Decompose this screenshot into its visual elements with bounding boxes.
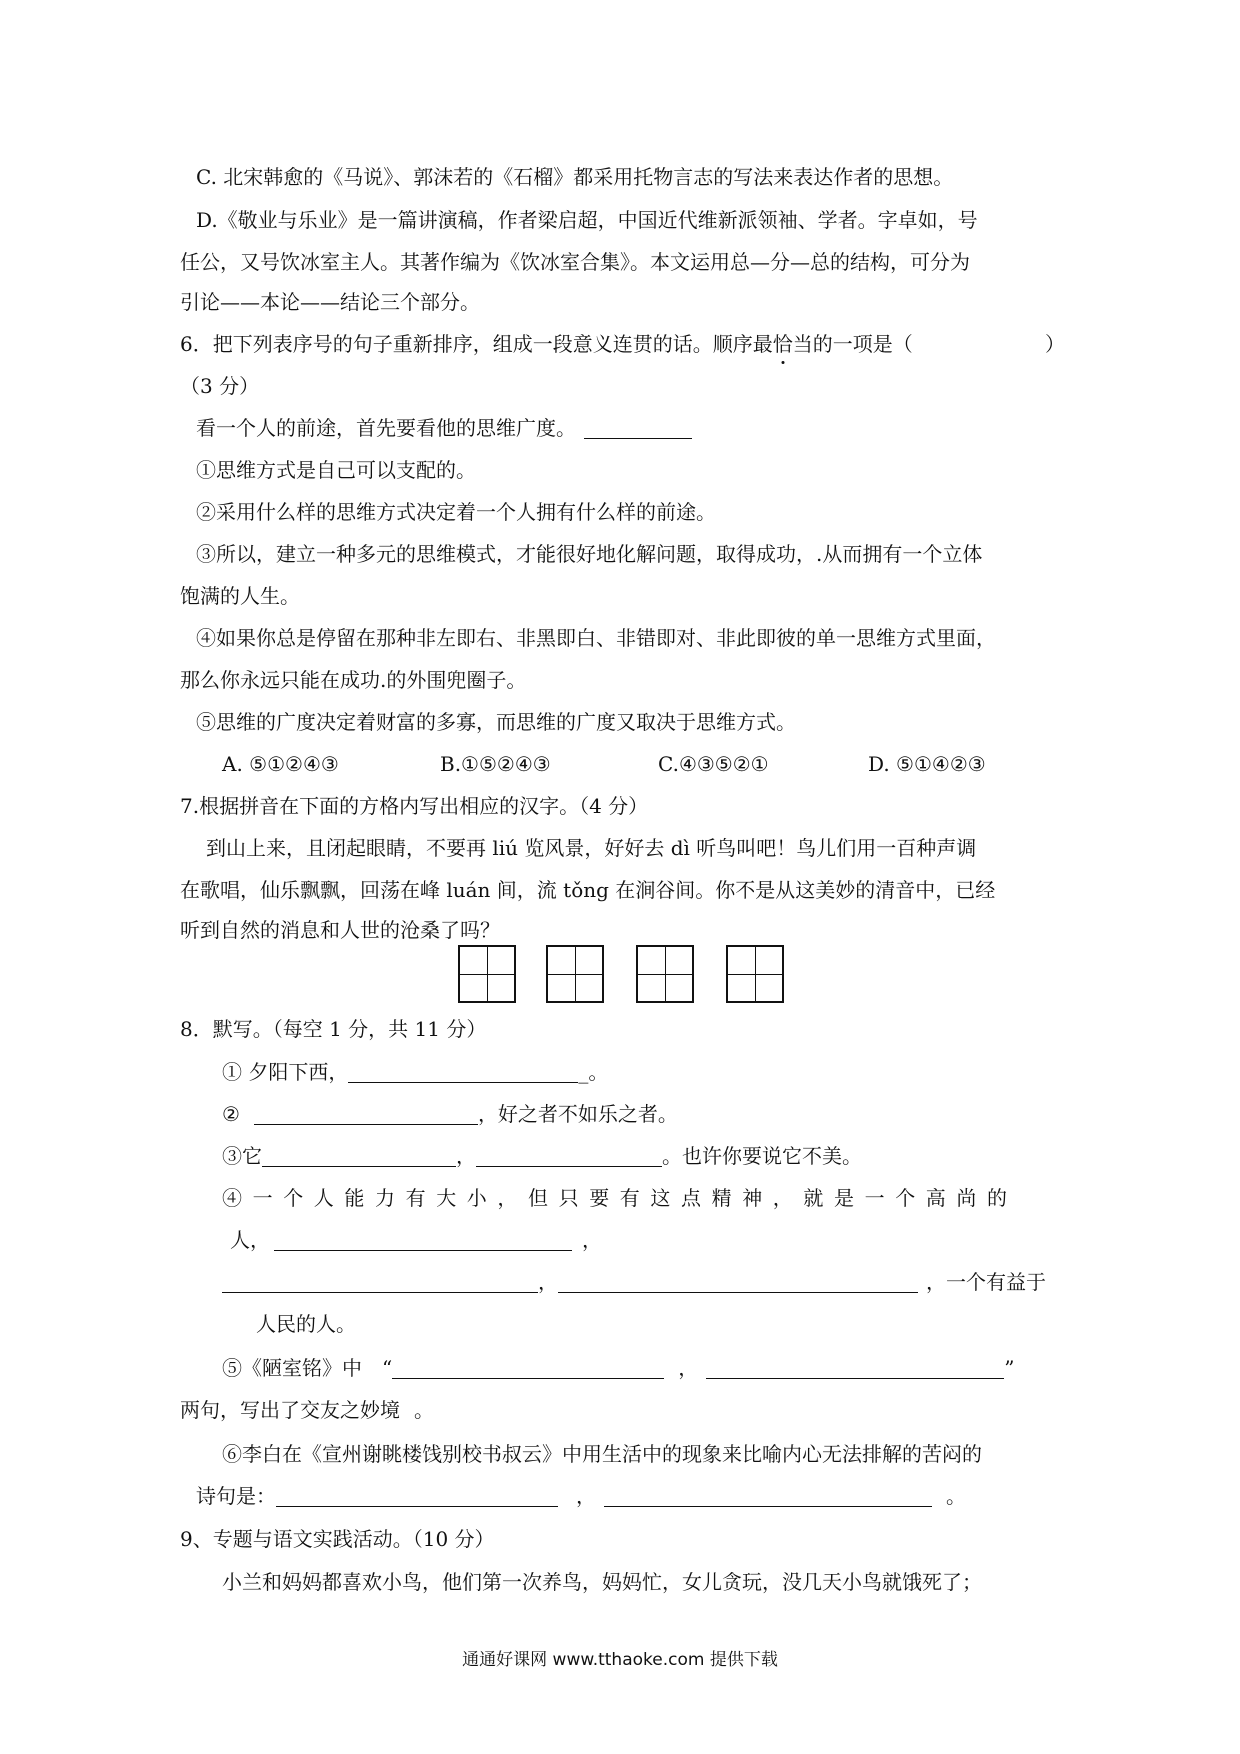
q8-item-6-line2: 诗句是： ， 。: [196, 1484, 966, 1508]
q8-item-6-blank-2[interactable]: [604, 1486, 932, 1507]
q8-item-5-blank-2[interactable]: [706, 1358, 1004, 1379]
q6-stem: 6．把下列表序号的句子重新排序，组成一段意义连贯的话。顺序最恰当的一项是（: [180, 332, 913, 356]
q6-option-b: B.①⑤②④③: [440, 752, 551, 776]
q8-stem: 8．默写。（每空 1 分，共 11 分）: [180, 1017, 487, 1041]
q7-answer-box-2[interactable]: [546, 945, 604, 1003]
q8-item-4-line2: 人， ，: [230, 1228, 602, 1252]
q6-sentence-3-line1: ③所以，建立一种多元的思维模式，才能很好地化解问题，取得成功，.从而拥有一个立体: [196, 542, 983, 566]
q7-stem: 7.根据拼音在下面的方格内写出相应的汉字。（4 分）: [180, 794, 649, 818]
q8-item-1: ① 夕阳下西， _。: [222, 1060, 609, 1084]
q8-item-5: ⑤《陋室铭》中 “ ， ”: [222, 1356, 1015, 1380]
q6-score: （3 分）: [180, 374, 260, 398]
q5-option-c: C. 北宋韩愈的《马说》、郭沫若的《石榴》都采用托物言志的写法来表达作者的思想。: [196, 165, 954, 189]
q7-passage-line3: 听到自然的消息和人世的沧桑了吗？: [180, 918, 500, 942]
q5-option-d-line1: D.《敬业与乐业》是一篇讲演稿，作者梁启超，中国近代维新派领袖、学者。字卓如，号: [196, 208, 978, 232]
q6-sentence-4-line2: 那么你永远只能在成功.的外围兜圈子。: [180, 668, 527, 692]
q8-item-4-blank-3[interactable]: [558, 1272, 918, 1293]
q7-passage-line2: 在歌唱，仙乐飘飘，回荡在峰 luán 间，流 tǒng 在涧谷间。你不是从这美妙的清音中，已经: [180, 878, 996, 902]
q6-sentence-5: ⑤思维的广度决定着财富的多寡，而思维的广度又取决于思维方式。: [196, 710, 796, 734]
q8-item-4-line4: 人民的人。: [256, 1312, 356, 1336]
q8-item-2: ② ，好之者不如乐之者。: [222, 1102, 678, 1126]
q7-answer-box-4[interactable]: [726, 945, 784, 1003]
q9-passage-line1: 小兰和妈妈都喜欢小鸟，他们第一次养鸟，妈妈忙，女儿贪玩，没几天小鸟就饿死了；: [222, 1570, 982, 1594]
page-footer: 通通好课网 www.tthaoke.com 提供下载: [462, 1650, 778, 1670]
q8-item-6-blank-1[interactable]: [276, 1486, 558, 1507]
q5-option-d-line3: 引论——本论——结论三个部分。: [180, 290, 480, 314]
q8-item-6-line1: ⑥李白在《宣州谢眺楼饯别校书叔云》中用生活中的现象来比喻内心无法排解的苦闷的: [222, 1442, 982, 1466]
q8-item-5-blank-1[interactable]: [392, 1358, 664, 1379]
q8-item-3-blank-1[interactable]: [262, 1146, 456, 1167]
q6-sentence-1: ①思维方式是自己可以支配的。: [196, 458, 476, 482]
q6-emphasis: 最恰当: [752, 332, 813, 356]
q8-item-5-line2: 两句，写出了交友之妙境 。: [180, 1398, 434, 1422]
q6-sentence-3-line2: 饱满的人生。: [180, 584, 300, 608]
q6-option-c: C.④③⑤②①: [658, 752, 769, 776]
q6-lead-sentence: 看一个人的前途，首先要看他的思维广度。: [196, 414, 692, 442]
q6-sentence-4-line1: ④如果你总是停留在那种非左即右、非黑即白、非错即对、非此即彼的单一思维方式里面，: [196, 626, 996, 650]
q8-item-4-line1: ④一个人能力有大小，但只要有这点精神，就是一个高尚的: [222, 1186, 1018, 1210]
q7-answer-box-3[interactable]: [636, 945, 694, 1003]
q8-item-1-blank[interactable]: [348, 1062, 578, 1083]
q8-item-4-blank-2[interactable]: [222, 1272, 538, 1293]
q7-answer-box-1[interactable]: [458, 945, 516, 1003]
q8-item-3-blank-2[interactable]: [476, 1146, 662, 1167]
q7-passage-line1: 到山上来，且闭起眼睛，不要再 liú 览风景，好好去 dì 听鸟叫吧！鸟儿们用一百种声调: [206, 836, 977, 860]
q8-item-4-blank-1[interactable]: [274, 1230, 572, 1251]
q8-item-2-blank[interactable]: [254, 1104, 478, 1125]
q6-sentence-2: ②采用什么样的思维方式决定着一个人拥有什么样的前途。: [196, 500, 716, 524]
q6-option-a: A. ⑤①②④③: [222, 752, 339, 776]
q8-item-4-line3: ， ，一个有益于: [222, 1268, 1046, 1296]
q8-item-3: ③它 ， 。也许你要说它不美。: [222, 1144, 862, 1168]
q6-answer-paren-close: ）: [1045, 332, 1065, 356]
q5-option-d-line2: 任公，又号饮冰室主人。其著作编为《饮冰室合集》。本文运用总—分—总的结构，可分为: [180, 250, 970, 274]
q6-lead-blank[interactable]: [584, 418, 692, 439]
q6-option-d: D. ⑤①④②③: [868, 752, 986, 776]
q9-stem: 9、专题与语文实践活动。（10 分）: [180, 1527, 495, 1551]
